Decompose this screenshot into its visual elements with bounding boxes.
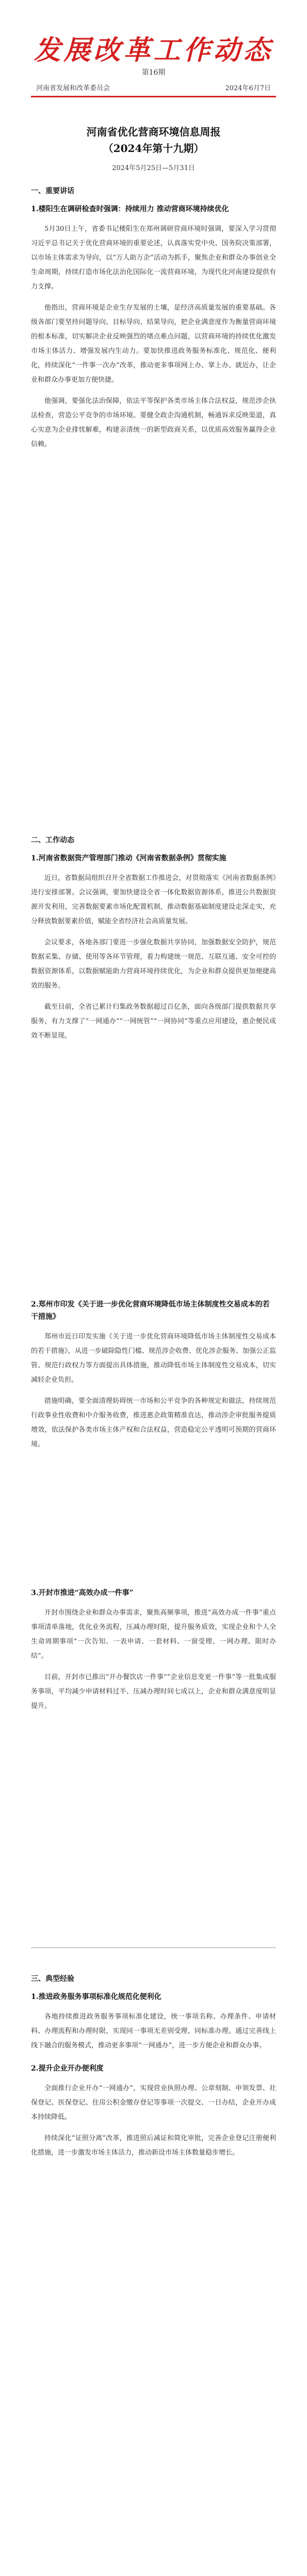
issue-number: 第16期 (141, 69, 166, 77)
article-title (31, 124, 276, 157)
section-heading: 三、典型经验 (31, 1975, 74, 1983)
article-title-line1: 河南省优化营商环境信息周报 (86, 126, 221, 138)
paragraph: 5月30日上午，省委书记楼阳生在郑州调研营商环境时强调，要深入学习贯彻习近平总书记关于优化营商环境的重要论述，认真落实党中央、国务院决策部署，以市场主体需求为导向，以“万人助万企”活动为抓手，聚焦企业和群众办事创业全生命周期，持续打造市场化法治化国际化一流营商环境，为现代化河南建设提供有力支撑。 (31, 225, 276, 291)
item-heading: 3.开封市推进“高效办成一件事” (31, 1589, 134, 1597)
item-heading: 2.郑州市印发《关于进一步优化营商环境降低市场主体制度性交易成本的若干措施》 (31, 1300, 270, 1321)
paragraph: 截至目前，全省已累计归集政务数据超过百亿条，面向各级部门提供数据共享服务，有力支撑了“一网通办”“一网统管”“一网协同”等重点应用建设，惠企便民成效不断显现。 (31, 1003, 276, 1040)
section-3 (31, 1973, 276, 2167)
section-2-item-2 (31, 1298, 276, 1459)
item-heading: 2.提升企业开办便利度 (31, 2064, 104, 2073)
paragraph: 郑州市近日印发实施《关于进一步优化营商环境降低市场主体制度性交易成本的若干措施》，从进一步破除隐性门槛、规范涉企收费、优化涉企服务、加强公正监管、规范行政权力等方面提出具体措施，推动降低市场主体制度性交易成本，切实减轻企业负担。 (31, 1333, 276, 1384)
paragraph: 他强调，要强化法治保障，依法平等保护各类市场主体合法权益，规范涉企执法检查，营造公平竞争的市场环境。要健全政企沟通机制，畅通诉求反映渠道，真心实意为企业排忧解难，构建亲清统一的新型政商关系，以优质高效服务赢得企业信赖。 (31, 397, 276, 448)
section-1 (31, 185, 276, 459)
masthead-red-rule (31, 96, 276, 97)
paragraph: 会议要求，各地各部门要进一步强化数据共享协同，加强数据安全防护，规范数据采集、存储、使用等各环节管理，着力构建统一规范、互联互通、安全可控的数据资源体系，以数据赋能助力营商环境持续优化，为企业和群众提供更加便捷高效的服务。 (31, 939, 276, 990)
paragraph: 措施明确，要全面清理妨碍统一市场和公平竞争的各种规定和做法，持续规范行政事业性收费和中介服务收费，推进惠企政策精准直达，推动涉企审批服务提质增效，依法保护各类市场主体产权和合法权益，营造稳定公平透明可预期的营商环境。 (31, 1397, 276, 1448)
masthead-title: 发展改革工作动态 (34, 35, 273, 66)
section-2 (31, 835, 276, 1050)
paragraph: 开封市围绕企业和群众办事需求，聚焦高频事项，推进“高效办成一件事”重点事项清单落地，优化业务流程，压减办理时限，提升服务质效，实现企业和个人全生命周期事项“一次告知、一表申请、一套材料、一窗受理、一网办理、限时办结”。 (31, 1609, 276, 1660)
masthead (0, 0, 307, 98)
paragraph: 近日，省数据局组织召开全省数据工作推进会，对贯彻落实《河南省数据条例》进行安排部署。会议强调，要加快建设全省一体化数据资源体系，推进公共数据资源开发利用，完善数据要素市场化配置机制，推动数据基础制度建设走深走实，充分释放数据要素价值，赋能全省经济社会高质量发展。 (31, 874, 276, 925)
section-heading: 二、工作动态 (31, 836, 74, 844)
item-heading: 1.推进政务服务事项标准化规范化便利化 (31, 1993, 161, 2001)
article-date-range: 2024年5月25日—5月31日 (112, 164, 195, 172)
page-divider (31, 1947, 276, 1948)
issuing-org: 河南省发展和改革委员会 (36, 84, 110, 92)
item-heading: 1.河南省数据资产管理部门推动《河南省数据条例》贯彻实施 (31, 854, 227, 862)
paragraph: 持续深化“证照分离”改革，推进照后减证和简化审批，完善企业登记注册便利化措施，进一步激发市场主体活力，推动新设市场主体数量稳步增长。 (31, 2134, 276, 2157)
paragraph: 他指出，营商环境是企业生存发展的土壤，是经济高质量发展的重要基础。各级各部门要坚持问题导向、目标导向、结果导向，把企业满意度作为衡量营商环境的根本标准，切实解决企业反映强烈的堵点难点问题，以营商环境的持续优化激发市场主体活力、增强发展内生动力。要加快推进政务服务标准化、规范化、便利化，持续深化“一件事一次办”改革，推动更多事项网上办、掌上办、就近办，让企业和群众办事更加方便快捷。 (31, 304, 276, 384)
item-heading: 1.楼阳生在调研检查时强调：持续用力 推动营商环境持续优化 (31, 205, 229, 213)
section-heading: 一、重要讲话 (31, 187, 74, 195)
paragraph: 目前，开封市已推出“开办餐饮店一件事”“企业信息变更一件事”等一批集成服务事项，平均减少申请材料过半、压减办理时间七成以上，企业和群众满意度明显提升。 (31, 1673, 276, 1710)
paragraph: 各地持续推进政务服务事项标准化建设，统一事项名称、办理条件、申请材料、办理流程和办理时限，实现同一事项无差别受理、同标准办理。通过完善线上线下融合的服务模式，推动更多事项“一网通办”，进一步方便企业和群众办事。 (31, 2013, 276, 2049)
section-2-item-3 (31, 1587, 276, 1720)
article-title-line2: （2024年第十九期） (103, 142, 204, 155)
issue-date: 2024年6月7日 (225, 84, 271, 92)
paragraph: 全面推行企业开办“一网通办”，实现营业执照办理、公章刻制、申领发票、社保登记、医保登记、住房公积金缴存登记等事项一次提交、一日办结，企业开办成本持续降低。 (31, 2084, 276, 2121)
